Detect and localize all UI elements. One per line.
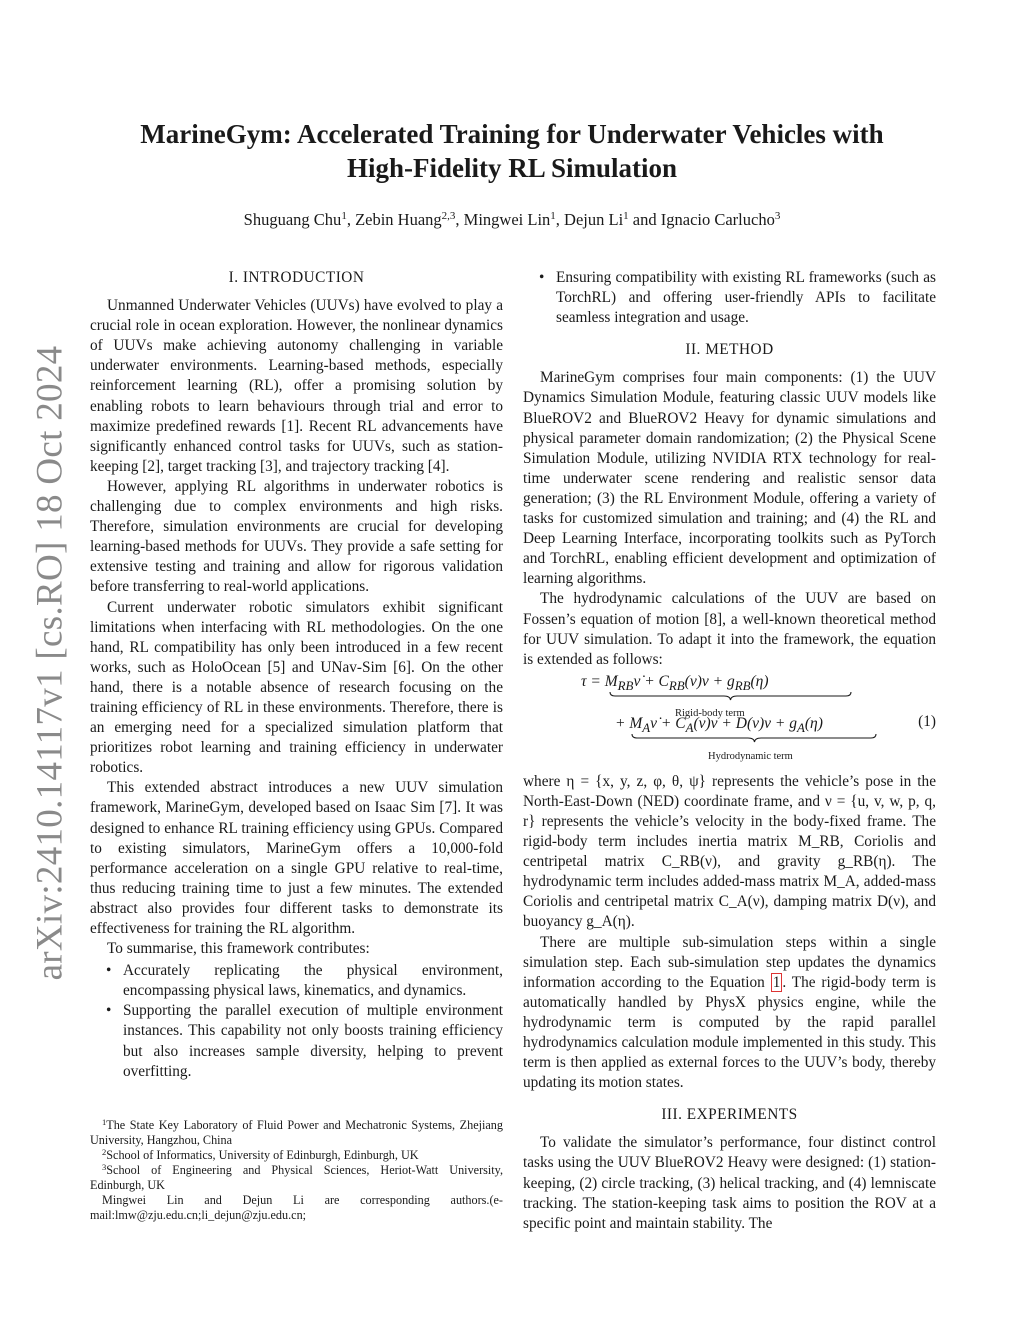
footnote: $^3$School of Engineering and Physical Sciences, Heriot-Watt University, Edinburgh, UK bbox=[90, 1162, 503, 1192]
equation-hydrodynamic: + $M_A\nu̇ + C_A(\nu)\nu + D(\nu)\nu + g_A(\eta)$ bbox=[615, 714, 823, 735]
underbrace-icon bbox=[631, 733, 877, 743]
equation-label-hydro: Hydrodynamic term bbox=[708, 750, 793, 762]
right-column bbox=[523, 268, 936, 1234]
footnotes bbox=[90, 1118, 503, 1223]
author-name: and Ignacio Carlucho bbox=[628, 210, 775, 229]
footnote: $^2$School of Informatics, University of Edinburgh, Edinburgh, UK bbox=[102, 1147, 419, 1162]
equation-rigid-body: $\tau = M_{RB}\nu̇ + C_{RB}(\nu)\nu + g_{RB}(\eta)$ bbox=[581, 672, 769, 693]
arxiv-identifier: arXiv:2410.14117v1 [cs.RO] 18 Oct 2024 bbox=[29, 345, 71, 980]
method-paragraph: MarineGym comprises four main components: (1) the UUV Dynamics Simulation Module, featuring classic UUV models like BlueROV2 and BlueROV2 Heavy for dynamic simulations and physical parameter domain randomization; (2) the Physical Scene Simulation Module, utilizing NVIDIA RTX technology for real-time underwater scene rendering and realistic sensor data generation; (3) the RL Environment Module, offering a variety of tasks for customized simulation and training; and (4) the RL and Deep Learning Interface, incorporating toolkits such as PyTorch and TorchRL, enabling efficient development and optimization of learning algorithms. bbox=[523, 369, 936, 588]
title-line-1: MarineGym: Accelerated Training for Underwater Vehicles with bbox=[140, 119, 884, 149]
contribution-list bbox=[90, 961, 503, 1082]
bullet-icon: • bbox=[106, 962, 112, 980]
intro-paragraph: Current underwater robotic simulators exhibit significant limitations when interfacing with RL methodologies. On the one hand, RL compatibility has only been introduced in a few recent works, such as HoloOcean [5] and UNav-Sim [6]. On the other hand, there is a notable absence of research focusing on the training efficiency of RL in these environments. Therefore, there is an emerging need for a specialized simulation platform that prioritizes robot learning and training efficiency in underwater robotics. bbox=[90, 598, 503, 777]
author-affiliation: 1 bbox=[550, 210, 556, 222]
experiments-paragraph: To validate the simulator’s performance, four distinct control tasks using the UUV BlueROV2 Heavy were designed: (1) station-keeping, (2) circle tracking, (3) helical tracking, and (4) lemniscate tracking. The station-keeping task aims to position the ROV at a specific point and maintain stability. The bbox=[523, 1134, 936, 1232]
author-affiliation: 3 bbox=[774, 210, 781, 222]
bullet-icon: • bbox=[106, 1002, 112, 1020]
contribution-list-continued bbox=[523, 268, 936, 328]
method-paragraph: The hydrodynamic calculations of the UUV are based on Fossen’s equation of motion [8], a well-known theoretical method for UUV simulation. To adapt it into the framework, the equation is extended as follows: bbox=[523, 590, 936, 668]
equation-label-rigid: Rigid-body term bbox=[675, 707, 745, 719]
equation-reference-link[interactable]: 1 bbox=[772, 973, 781, 991]
section-heading-introduction: I. INTRODUCTION bbox=[228, 269, 365, 286]
footnote-corresponding: Mingwei Lin and Dejun Li are corresponding authors.(e-mail:lmw@zju.edu.cn;li_dejun@zju.edu.cn; bbox=[90, 1193, 503, 1222]
list-item: • Accurately replicating the physical environment, encompassing physical laws, kinematics, and dynamics. bbox=[106, 962, 503, 1000]
author-name: , Dejun Li bbox=[555, 210, 624, 229]
equation-number: (1) bbox=[918, 712, 936, 730]
left-column bbox=[90, 268, 503, 1082]
intro-paragraph: Unmanned Underwater Vehicles (UUVs) have evolved to play a crucial role in ocean exploration. However, the nonlinear dynamics of UUVs make achieving autonomy challenging in variable underwater environments. Learning-based methods, especially reinforcement learning (RL), offer a promising solution by enabling robots to learn behaviours through trial and error to maximize predefined rewards [1]. Recent RL advancements have significantly enhanced control tasks for UUVs, such as station-keeping [2], target tracking [3], and trajectory tracking [4]. bbox=[90, 297, 503, 475]
list-item: • Ensuring compatibility with existing RL frameworks (such as TorchRL) and offering user-friendly APIs to facilitate seamless integration and usage. bbox=[539, 269, 936, 327]
author-list bbox=[0, 210, 1024, 230]
bullet-icon: • bbox=[539, 269, 545, 286]
intro-paragraph: To summarise, this framework contributes: bbox=[107, 940, 370, 958]
section-heading-experiments: III. EXPERIMENTS bbox=[661, 1106, 798, 1124]
arxiv-sidebar-stamp bbox=[29, 345, 71, 980]
equation-1 bbox=[523, 672, 936, 770]
footnote: $^1$The State Key Laboratory of Fluid Power and Mechatronic Systems, Zhejiang University, Hangzhou, China bbox=[90, 1117, 503, 1147]
paper-title bbox=[0, 117, 1024, 185]
intro-paragraph: This extended abstract introduces a new UUV simulation framework, MarineGym, developed based on Isaac Sim [7]. It was designed to enhance RL training efficiency using GPUs. Compared to existing simulators, MarineGym offers a 10,000-fold performance acceleration on a single GPU relative to real-time, thus reducing training time to just a few minutes. The extended abstract also provides four different tasks to demonstrate its effectiveness for training the RL algorithm. bbox=[90, 779, 503, 937]
author-name: , Zebin Huang bbox=[346, 210, 442, 229]
method-paragraph: where η = {x, y, z, φ, θ, ψ} represents the vehicle’s pose in the North-East-Down (NED) coordinate frame, and ν = {u, v, w, p, q, r} represents the vehicle’s velocity in the body-fixed frame. The rigid-body term includes inertia matrix M_RB, Coriolis and centripetal matrix C_RB(ν), and gravity g_RB(η). The hydrodynamic term includes added-mass matrix M_A, added-mass Coriolis and centripetal matrix C_A(ν), damping matrix D(ν), and buoyancy g_A(η). bbox=[523, 772, 936, 931]
intro-paragraph: However, applying RL algorithms in underwater robotics is challenging due to complex environments and high risks. Therefore, simulation environments are crucial for developing learning-based methods for UUVs. They provide a safe setting for extensive testing and training and allow for rigorous validation before transferring to real-world applications. bbox=[90, 477, 503, 596]
author-affiliation: 2,3 bbox=[441, 210, 456, 222]
author-name: Shuguang Chu bbox=[243, 210, 342, 229]
list-item: • Supporting the parallel execution of multiple environment instances. This capability not only boosts training efficiency but also increases sample diversity, helping to prevent overfitting. bbox=[106, 1002, 503, 1080]
title-line-2: High-Fidelity RL Simulation bbox=[346, 153, 678, 183]
author-affiliation: 1 bbox=[341, 210, 347, 222]
underbrace-icon bbox=[609, 691, 852, 701]
author-affiliation: 1 bbox=[623, 210, 629, 222]
author-name: , Mingwei Lin bbox=[455, 210, 551, 229]
method-paragraph: There are multiple sub-simulation steps within a single simulation step. Each sub-simulation step updates the dynamics information according to the Equation 1 . The rigid-body term is automatically handled by PhysX physics engine, while the hydrodynamic term is computed by the rapid parallel hydrodynamics calculation module implemented in this study. This term is then applied as external forces to the UUV’s body, thereby updating its motion states. bbox=[523, 933, 936, 1092]
section-heading-method: II. METHOD bbox=[685, 341, 774, 359]
